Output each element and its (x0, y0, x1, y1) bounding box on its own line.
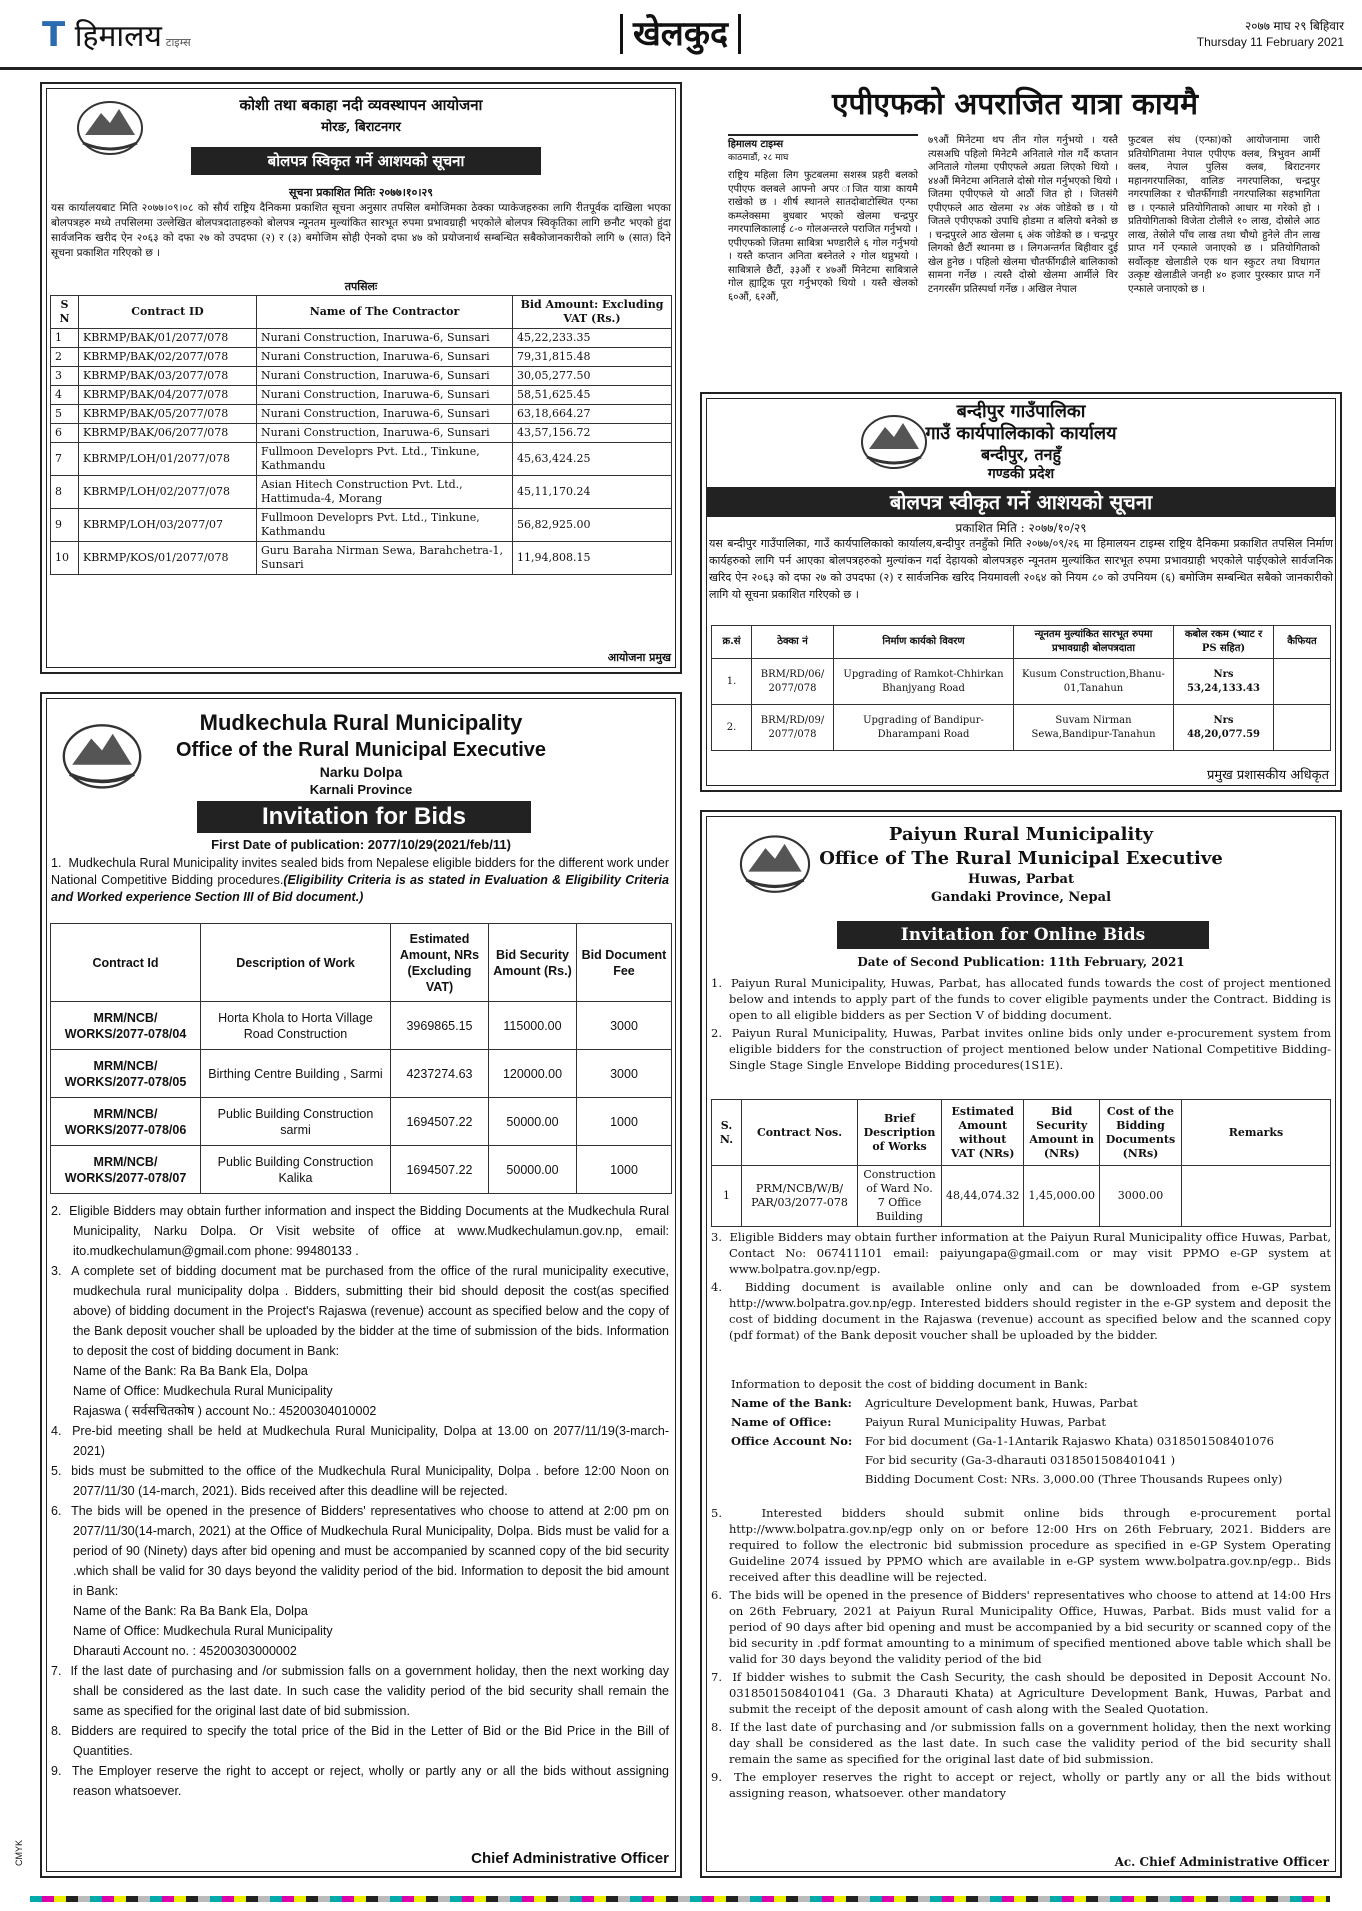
list-item (711, 1719, 1331, 1767)
item-text: Paiyun Rural Municipality, Huwas, Parbat, has allocated funds towards the cost of project mentioned below and intends to apply part of the funds to cover eligible payments under the Contract. Bidding is open to all eligible bidders as per Section V of bidding document. (729, 976, 1331, 1022)
table-cell: KBRMP/LOH/01/2077/078 (79, 443, 257, 476)
table-cell: 3000.00 (1099, 1166, 1181, 1227)
paiyun-table (711, 1099, 1331, 1227)
table-cell: KBRMP/BAK/06/2077/078 (79, 424, 257, 443)
table-row (51, 1146, 672, 1194)
table-cell (1181, 1166, 1330, 1227)
apf-dateline: काठमाडौं, २८ माघ (728, 152, 789, 163)
table-cell: 58,51,625.45 (513, 386, 672, 405)
paiyun-line-1: Paiyun Rural Municipality (888, 824, 1154, 845)
item-number: 7. (711, 1670, 733, 1684)
table-cell: 5 (51, 405, 79, 424)
item-text: The bids will be opened in the presence of Bidders' representatives who choose to attend at 2:00 pm on 2077/11/30(14-march, 2021) at the Office of Mudkechula Rural Municipality, Dolpa. Bids must be valid for a period of 90 (Ninety) days after bid opening and must be accompanied by scanned copy of the bid security .which shall be valid for 30 days beyond the validity period of the bid. Information to deposit the bid amount in Bank: (71, 1504, 669, 1598)
paiyun-th: Brief Description of Works (858, 1100, 942, 1166)
bank-line: Rajaswa ( सर्वसचितकोष ) account No.: 45200304010002 (73, 1404, 377, 1418)
table-row (51, 424, 672, 443)
table-cell: KBRMP/KOS/01/2077/078 (79, 542, 257, 575)
mudkechula-pubdate: First Date of publication: 2077/10/29(2021/feb/11) (211, 837, 511, 852)
mudkechula-th: Description of Work (201, 924, 391, 1002)
table-cell: Nurani Construction, Inaruwa-6, Sunsari (257, 367, 513, 386)
bandipur-th: निर्माण कार्यको विवरण (834, 626, 1014, 659)
table-cell: KBRMP/BAK/01/2077/078 (79, 329, 257, 348)
item-text: Paiyun Rural Municipality, Huwas, Parbat invites online bids only under e-procurement system from eligible bidders for the construction of project mentioned below under National Competitive Bidding-Single Stage Single Envelope Bidding procedures(1S1E). (729, 1026, 1331, 1072)
item-number: 9. (51, 1764, 72, 1778)
list-item (711, 1587, 1331, 1667)
table-cell: Guru Baraha Nirman Sewa, Barahchetra-1, Sunsari (257, 542, 513, 575)
table-row (51, 386, 672, 405)
table-cell: 1000 (577, 1146, 672, 1194)
item-number: 9. (711, 1770, 735, 1784)
table-cell: Public Building Construction sarmi (201, 1098, 391, 1146)
bandipur-table-wrap (711, 625, 1331, 751)
paiyun-office-value: Paiyun Rural Municipality Huwas, Parbat (865, 1415, 1106, 1429)
bandipur-th: ठेक्का नं (752, 626, 834, 659)
table-cell: KBRMP/LOH/02/2077/078 (79, 476, 257, 509)
item-number: 4. (711, 1280, 745, 1294)
paiyun-th: Estimated Amount without VAT (NRs) (942, 1100, 1024, 1166)
item-text: Eligible Bidders may obtain further information and inspect the Bidding Documents at the Mudkechula Rural Municipality, Narku Dolpa. Or Visit website of office at www.Mudkechulamun.gov.np, email: ito.mudkechulamun@gmail.com phone: 99480133 . (69, 1204, 669, 1258)
list-item (711, 1669, 1331, 1717)
koshi-th: Name of The Contractor (257, 296, 513, 329)
mudkechula-p1b: (Eligibility Criteria is as stated in Evaluation & Eligibility Criteria and Worked experience Section III of Bid document.) (51, 873, 669, 904)
table-cell: 63,18,664.27 (513, 405, 672, 424)
table-row (51, 367, 672, 386)
table-cell: Birthing Centre Building , Sarmi (201, 1050, 391, 1098)
bandipur-line-2: गाउँ कार्यपालिकाको कार्यालय (925, 423, 1117, 444)
table-cell: 11,94,808.15 (513, 542, 672, 575)
item-number: 2. (711, 1026, 732, 1040)
bank-line: Name of Office: Mudkechula Rural Municipality (73, 1624, 333, 1638)
table-row (51, 542, 672, 575)
table-cell: KBRMP/BAK/02/2077/078 (79, 348, 257, 367)
bank-line: Name of the Bank: Ra Ba Bank Ela, Dolpa (73, 1604, 308, 1618)
paiyun-th: S. N. (712, 1100, 742, 1166)
table-cell: Nurani Construction, Inaruwa-6, Sunsari (257, 386, 513, 405)
table-cell: MRM/NCB/ WORKS/2077-078/07 (51, 1146, 201, 1194)
item-number: 3. (51, 1264, 72, 1278)
bandipur-table (711, 625, 1331, 751)
paiyun-th: Cost of the Bidding Documents (NRs) (1099, 1100, 1181, 1166)
list-item (51, 1721, 669, 1761)
mudkechula-th: Bid Document Fee (577, 924, 672, 1002)
item-text: Pre-bid meeting shall be held at Mudkechula Rural Municipality, Dolpa at 13.00 on 2077/11/19(3-march-2021) (72, 1424, 669, 1458)
item-number: 4. (51, 1424, 73, 1438)
koshi-th: Bid Amount: Excluding VAT (Rs.) (513, 296, 672, 329)
table-cell: Construction of Ward No. 7 Office Building (858, 1166, 942, 1227)
table-cell: 30,05,277.50 (513, 367, 672, 386)
item-text: The bids will be opened in the presence of Bidders' representatives who choose to attend at 14:00 Hrs on 26th February, 2021 at Paiyun Rural Municipality Office, Huwas, Parbat. Bids must valid for a period of 90 days after bid opening and must be accompanied by a bid security or scanned copy of the bid security in .pdf format amounting to a minimum of specified mentioned above table which shall be valid for 30 days beyond the validity period of the bid (729, 1588, 1331, 1666)
paiyun-items-b (711, 1229, 1331, 1345)
paiyun-pubdate: Date of Second Publication: 11th February, 2021 (857, 955, 1185, 969)
mudkechula-th: Contract Id (51, 924, 201, 1002)
table-cell: 1694507.22 (391, 1098, 489, 1146)
bank-line: Name of the Bank: Ra Ba Bank Ela, Dolpa (73, 1364, 308, 1378)
bandipur-th: कैफियत (1274, 626, 1331, 659)
cmyk-label: CMYK (14, 1840, 24, 1867)
list-item (51, 1501, 669, 1601)
paiyun-office-key: Name of Office: (731, 1415, 832, 1429)
bandipur-line-4: गण्डकी प्रदेश (987, 466, 1055, 482)
table-cell: 4237274.63 (391, 1050, 489, 1098)
table-cell: Public Building Construction Kalika (201, 1146, 391, 1194)
paiyun-bank (731, 1375, 1331, 1489)
paiyun-line-4: Gandaki Province, Nepal (930, 890, 1112, 905)
list-item (51, 1421, 669, 1461)
paiyun-line-3: Huwas, Parbat (968, 872, 1074, 887)
table-cell: Nurani Construction, Inaruwa-6, Sunsari (257, 348, 513, 367)
koshi-pubdate: सूचना प्रकाशित मितिः २०७७।१०।२९ (289, 186, 433, 199)
item-number: 6. (711, 1588, 730, 1602)
newspaper-logo (42, 14, 191, 55)
list-item (51, 1261, 669, 1361)
bandipur-sign: प्रमुख प्रशासकीय अधिकृत (1206, 768, 1329, 783)
item-number: 8. (51, 1724, 72, 1738)
table-cell: 2. (712, 705, 752, 751)
paiyun-sign: Ac. Chief Administrative Officer (1114, 1855, 1329, 1869)
table-cell: BRM/RD/06/ 2077/078 (752, 659, 834, 705)
table-row (51, 476, 672, 509)
mudkechula-notice (40, 692, 682, 1878)
table-row (51, 443, 672, 476)
paiyun-acct-value-1: For bid document (Ga-1-1Antarik Rajaswo Khata) 0318501508401076 (865, 1434, 1274, 1448)
table-cell: 1 (51, 329, 79, 348)
table-cell: 3 (51, 367, 79, 386)
list-item (711, 1769, 1331, 1801)
list-item (711, 1279, 1331, 1343)
section-title: खेलकुद (620, 14, 741, 54)
paiyun-th: Contract Nos. (742, 1100, 858, 1166)
bank-line: Name of Office: Mudkechula Rural Municipality (73, 1384, 333, 1398)
table-cell: Kusum Construction,Bhanu-01,Tanahun (1014, 659, 1174, 705)
table-cell (1274, 705, 1331, 751)
koshi-th: S N (51, 296, 79, 329)
bandipur-th: कबोल रकम (भ्याट र PS सहित) (1174, 626, 1274, 659)
paiyun-acct-value-3: Bidding Document Cost: NRs. 3,000.00 (Three Thousands Rupees only) (865, 1472, 1283, 1486)
item-text: Bidders are required to specify the total price of the Bid in the Letter of Bid or the Bid Price in the Bill of Quantities. (71, 1724, 669, 1758)
date-nepali: २०७७ माघ २९ बिहिवार (1245, 19, 1344, 33)
item-text: A complete set of bidding document mat be purchased from the office of the rural municipality executive, mudkechula rural municipality dolpa . Bidders, submitting their bid should deposit the cost(as specified above) of bidding document in the Project's Rajaswa (revenue) account as specified below and the copy of the Bank deposit voucher shall be uploaded by the bidder at the time of submission of the bids. Information to deposit the cost of bidding document in Bank: (71, 1264, 669, 1358)
table-row (51, 405, 672, 424)
mudkechula-line-2: Office of the Rural Municipal Executive (175, 739, 547, 761)
table-cell: 1694507.22 (391, 1146, 489, 1194)
mudkechula-line-1: Mudkechula Rural Municipality (199, 710, 523, 735)
paiyun-table-wrap (711, 1099, 1331, 1227)
item-number: 5. (51, 1464, 72, 1478)
list-item (51, 1761, 669, 1801)
paiyun-bank-intro: Information to deposit the cost of bidding document in Bank: (731, 1377, 1088, 1391)
koshi-body: यस कार्यालयबाट मिति २०७७।०९।०८ को सौर्य राष्ट्रिय दैनिकमा प्रकाशित सूचना अनुसार तपसिल बमोजिमका ठेक्का प्याकेजहरुका लागि रीतपूर्वक दाखिला भएका बोलपत्रहरु मध्ये तपसिलमा उल्लेखित बोलपत्रदाताहरुको बोलपत्र न्यूनतम मुल्यांकित सारभूत रुपमा प्रभावग्राही भएकोले बोलपत्र स्विकृतिका लागि छनौट भएको हुंदा सार्वजनिक खरीद ऐन २०६३ को दफा २७ को उपदफा (२) र (३) बमोजिम सोही ऐनको दफा ४७ को प्रयोजनार्थ सम्बन्धित सबैकोजानकारीको लागि ७ (सात) दिने सूचना प्रकाशित गरिएको छ । (51, 202, 671, 259)
bank-line: Dharauti Account no. : 45200303000002 (73, 1644, 297, 1658)
table-cell: Upgrading of Bandipur-Dharampani Road (834, 705, 1014, 751)
item-number: 2. (51, 1204, 70, 1218)
apf-article (700, 82, 1330, 374)
list-item (51, 1661, 669, 1721)
table-cell: 50000.00 (489, 1146, 577, 1194)
table-cell: 56,82,925.00 (513, 509, 672, 542)
mudkechula-th: Bid Security Amount (Rs.) (489, 924, 577, 1002)
item-text: If the last date of purchasing and /or submission falls on a government holiday, then the next working day shall be considered as the last date. In such case the validity period of the bid security shall remain the same as specified for the original last date of bid submission. (729, 1720, 1331, 1766)
list-item (711, 1505, 1331, 1585)
table-cell: Fullmoon Developrs Pvt. Ltd., Tinkune, Kathmandu (257, 443, 513, 476)
apf-col-3: फुटबल संघ (एन्फा)को आयोजनामा जारी प्रतियोगितामा नेपाल एपीएफ क्लब, त्रिभुवन आर्मी क्लब, नेपाल पुलिस क्लब, बिराटनगर महानगरपालिका, वालिङ नगरपालिका, चन्द्रपुर नगरपालिका र चौतर्फीगाडी नगरपालिका सहभागिता छ । एन्फाले प्रतियोगिताको आधार मा गरेको हो । प्रतियोगिताको विजेता टोलीले १० लाख, दोस्रोले आठ लाख, तेस्रोले पाँच लाख तथा चौथो हुनेले तीन लाख प्राप्त गर्ने एन्फाले जनाएको छ । प्रतियोगिताको सर्वोत्कृष्ट खेलाडीले एक थान स्कुटर तथा विधागत उत्कृष्ट खेलाडीले जनही ४० हजार पुरस्कार प्राप्त गर्ने एन्फाले जनाएको छ । (1128, 135, 1320, 295)
mudkechula-th: Estimated Amount, NRs (Excluding VAT) (391, 924, 489, 1002)
item-text: The Employer reserve the right to accept or reject, wholly or partly any or all the bids without assigning reason whatsoever. (71, 1764, 670, 1798)
list-item (51, 1461, 669, 1501)
table-cell: 3000 (577, 1002, 672, 1050)
mudkechula-table-wrap (50, 923, 672, 1194)
koshi-title: कोशी तथा बकाहा नदी व्यवस्थापन आयोजना (239, 96, 483, 114)
item-text: Bidding document is available online only and can be downloaded from e-GP system http://www.bolpatra.gov.np/egp. Interested bidders should register in the e-GP system and deposit the cost of bidding document in the Rajaswa (revenue) account as specified below and the scanned copy (pdf format) of the Bank deposit voucher shall be uploaded by the bidder. (729, 1280, 1331, 1342)
table-row (51, 1050, 672, 1098)
koshi-table-wrap (50, 295, 672, 575)
table-row (712, 705, 1331, 751)
table-cell: Nrs 48,20,077.59 (1174, 705, 1274, 751)
table-cell: BRM/RD/09/ 2077/078 (752, 705, 834, 751)
table-cell: Nurani Construction, Inaruwa-6, Sunsari (257, 329, 513, 348)
mudkechula-line-3: Narku Dolpa (319, 764, 403, 780)
table-cell: 1,45,000.00 (1024, 1166, 1099, 1227)
table-cell: 3000 (577, 1050, 672, 1098)
table-cell: 4 (51, 386, 79, 405)
apf-text-1: राष्ट्रिय महिला लिग फुटबलमा सशस्त्र प्रहरी बलको एपीएफ क्लबले आफ्नो अपर ाजित यात्रा कायमै राखेको छ । शीर्ष स्थानले सातदोबाटोस्थित एन्फा कम्प्लेक्समा बुधबार भएको खेलमा चन्द्रपुर नगरपालिकालाई ८-० गोलअन्तरले पराजित गर्नुभयो । एपीएफको जितमा साबित्रा भण्डारीले ६ गोल गर्नुभयो । यस्तै कप्तान अनिता बस्नेतले २ गोल थप्नुभयो । साबित्राले छैटौं, ३३औं र ४७औं मिनेटमा साबित्राले गोल ह्याट्रिक पूरा गर्नुभएको थियो । यस्तै खेलको ६०औं, ६२औं, (728, 170, 918, 303)
item-number: 8. (711, 1720, 731, 1734)
date-english: Thursday 11 February 2021 (1196, 35, 1344, 49)
item-text: If bidder wishes to submit the Cash Security, the cash should be deposited in Deposit Account No. 0318501508401041 (Ga. 3 Dharauti Khata) at Agriculture Development Bank, Huwas, Parbat and submit the receipt of the deposit amount of cash along with the Sealed Quotation. (729, 1670, 1331, 1716)
table-cell: 1. (712, 659, 752, 705)
item-number: 6. (51, 1504, 72, 1518)
table-cell: KBRMP/BAK/04/2077/078 (79, 386, 257, 405)
table-cell: 3969865.15 (391, 1002, 489, 1050)
item-number: 7. (51, 1664, 71, 1678)
table-row (51, 1098, 672, 1146)
paiyun-notice (700, 810, 1342, 1878)
mudkechula-table (50, 923, 672, 1194)
bandipur-th: क्र.सं (712, 626, 752, 659)
paiyun-acct-value-2: For bid security (Ga-3-dharauti 0318501508401041 ) (865, 1453, 1176, 1467)
paiyun-banner: Invitation for Online Bids (837, 921, 1209, 949)
table-cell: Horta Khola to Horta Village Road Construction (201, 1002, 391, 1050)
item-number: 1. (51, 856, 69, 870)
table-row (712, 659, 1331, 705)
mudkechula-items (51, 1201, 669, 1801)
bandipur-body: यस बन्दीपुर गाउँपालिका, गाउँ कार्यपालिकाको कार्यालय,बन्दीपुर तनहुँको मिति २०७७/०९/२६ मा हिमालयन टाइम्स राष्ट्रिय दैनिकमा प्रकाशित तपसिल निर्माण कार्यहरुको लागि पर्न आएका बोलपत्रहरुको मुल्यांकन गर्दा देहायको बोलपत्रहरु न्यूनतम मुल्यांकित सारभूत रुपमा प्रभावग्राही भएकोले पाईएकोले सार्वजनिक खरिद ऐन २०६३ को दफा २७ को उपदफा (२) र सार्वजनिक खरिद नियमावली २०६४ को नियम ८० को उपनियम (६) बमोजिम सम्बन्धित सबैको जानकारीको लागि यो सूचना प्रकाशित गरिएको छ । (709, 537, 1333, 601)
paiyun-items-c (711, 1505, 1331, 1803)
table-cell: MRM/NCB/ WORKS/2077-078/06 (51, 1098, 201, 1146)
table-cell: 79,31,815.48 (513, 348, 672, 367)
bandipur-notice (700, 392, 1342, 792)
paiyun-line-2: Office of The Rural Municipal Executive (819, 848, 1223, 869)
mudkechula-sign: Chief Administrative Officer (471, 1850, 669, 1867)
table-cell: 43,57,156.72 (513, 424, 672, 443)
koshi-sign: आयोजना प्रमुख (607, 651, 671, 664)
table-row (51, 329, 672, 348)
koshi-th: Contract ID (79, 296, 257, 329)
mudkechula-line-4: Karnali Province (309, 782, 413, 797)
table-cell: 2 (51, 348, 79, 367)
koshi-table (50, 295, 672, 575)
bandipur-pubdate: प्रकाशित मिति : २०७७/१०/२९ (955, 521, 1087, 535)
koshi-notice (40, 82, 682, 674)
table-cell: 115000.00 (489, 1002, 577, 1050)
list-item (51, 1201, 669, 1261)
item-text: bids must be submitted to the office of the Mudkechula Rural Municipality, Dolpa . before 12:00 Noon on 2077/11/30 (14-march, 2021). Bids received after this deadline will be rejected. (71, 1464, 669, 1498)
mudkechula-item-1 (51, 855, 669, 906)
item-number: 1. (711, 976, 731, 990)
table-cell: 9 (51, 509, 79, 542)
item-text: Interested bidders should submit online bids through e-procurement portal http://www.bolpatra.gov.np/egp only on or before 12:00 Hrs on 26th February, 2021. Bidders are required to follow the electronic bid submission procedure as specified in e-GP System Operating Guideline 2074 issued by PPMO which are available in e-GP system www.bolpatra.gov.np/egp.. Bids received after this deadline will be rejected. (729, 1506, 1331, 1584)
item-number: 3. (711, 1230, 730, 1244)
table-cell: Nurani Construction, Inaruwa-6, Sunsari (257, 405, 513, 424)
table-cell: Suvam Nirman Sewa,Bandipur-Tanahun (1014, 705, 1174, 751)
koshi-banner: बोलपत्र स्विकृत गर्ने आशयको सूचना (191, 147, 541, 175)
item-text: Eligible Bidders may obtain further information at the Paiyun Rural Municipality office Huwas, Parbat, Contact No: 067411101 email: paiyungapa@gmail.com or may visit PPMO e-GP system at www.bolpatra.gov.np/egp. (729, 1230, 1331, 1276)
table-cell: 6 (51, 424, 79, 443)
table-cell: 1 (712, 1166, 742, 1227)
item-text: The employer reserves the right to accept or reject, wholly or partly any or all the bids without assigning reason, whatsoever. other mandatory (729, 1770, 1331, 1800)
table-cell: Asian Hitech Construction Pvt. Ltd., Hattimuda-4, Morang (257, 476, 513, 509)
apf-col-1 (728, 134, 918, 304)
table-cell: KBRMP/BAK/05/2077/078 (79, 405, 257, 424)
logo-small: टाइम्स (165, 36, 191, 49)
paiyun-bank-name-value: Agriculture Development bank, Huwas, Parbat (865, 1396, 1138, 1410)
table-cell: Nrs 53,24,133.43 (1174, 659, 1274, 705)
table-cell: 10 (51, 542, 79, 575)
table-row (51, 1002, 672, 1050)
logo-t-icon: T (42, 15, 66, 55)
table-cell: 50000.00 (489, 1098, 577, 1146)
apf-headline: एपीएफको अपराजित यात्रा कायमै (831, 87, 1199, 122)
mudkechula-banner: Invitation for Bids (197, 801, 531, 833)
table-cell: PRM/NCB/W/B/ PAR/03/2077-078 (742, 1166, 858, 1227)
bandipur-banner: बोलपत्र स्वीकृत गर्ने आशयको सूचना (707, 487, 1335, 517)
bandipur-th: न्यूनतम मुल्यांकित सारभूत रुपमा प्रभावग्राही बोलपत्रदाता (1014, 626, 1174, 659)
table-cell (1274, 659, 1331, 705)
list-item (711, 1025, 1331, 1073)
paiyun-th: Remarks (1181, 1100, 1330, 1166)
table-row (51, 509, 672, 542)
koshi-tapsil: तपसिलः (344, 280, 378, 293)
table-row (51, 348, 672, 367)
paiyun-bank-name-key: Name of the Bank: (731, 1396, 852, 1410)
table-cell: KBRMP/BAK/03/2077/078 (79, 367, 257, 386)
paiyun-items-a (711, 975, 1331, 1075)
koshi-place: मोरङ, बिराटनगर (321, 120, 401, 135)
table-cell: KBRMP/LOH/03/2077/07 (79, 509, 257, 542)
table-row (712, 1166, 1331, 1227)
table-cell: 45,22,233.35 (513, 329, 672, 348)
paiyun-th: Bid Security Amount in (NRs) (1024, 1100, 1099, 1166)
mudkechula-p1a: Mudkechula Rural Municipality invites sealed bids from Nepalese eligible bidders for the different work under National Competitive Bidding procedures. (51, 856, 669, 887)
paiyun-acct-key: Office Account No: (731, 1434, 853, 1448)
masthead (0, 0, 1362, 70)
apf-byline: हिमालय टाइम्स (728, 134, 918, 152)
list-item (711, 1229, 1331, 1277)
table-cell: 48,44,074.32 (942, 1166, 1024, 1227)
table-cell: 45,63,424.25 (513, 443, 672, 476)
table-cell: MRM/NCB/ WORKS/2077-078/05 (51, 1050, 201, 1098)
table-cell: Upgrading of Ramkot-Chhirkan Bhanjyang Road (834, 659, 1014, 705)
bandipur-line-1: बन्दीपुर गाउँपालिका (956, 401, 1086, 422)
table-cell: Fullmoon Developrs Pvt. Ltd., Tinkune, Kathmandu (257, 509, 513, 542)
table-cell: 120000.00 (489, 1050, 577, 1098)
table-cell: 7 (51, 443, 79, 476)
table-cell: 45,11,170.24 (513, 476, 672, 509)
issue-date (1197, 18, 1344, 50)
table-cell: MRM/NCB/ WORKS/2077-078/04 (51, 1002, 201, 1050)
item-number: 5. (711, 1506, 762, 1520)
apf-col-2: ७९औं मिनेटमा थप तीन गोल गर्नुभयो । यस्तै त्यसअघि पहिलो मिनेटमै अनिताले गोल गर्दै कप्तान अनिताले गोलमा एपीएफले अग्रता लिएको थियो । ४४औं मिनेटमा अनिताले दोस्रो गोल गर्नुभएको थियो । जितमा एपीएफले यो आठौं जित हो । जितसंगै एपीएफले आठ खेलमा २४ अंक जोडेको छ । यो जितले एपीएफको उपाधि होडमा त बलियो बनेको छ । चन्द्रपुरले आठ खेलमा ६ अंक जोडेको छ । चन्द्रपुर लिगको छैटौं स्थानमा छ । लिगअन्तर्गत बिहीवार दुई खेल हुनेछ । पहिलो खेलमा चौतर्फीगढीले बालिकाको सामना गर्नेछ । त्यस्तै दोस्रो खेलमा आर्मीले विर टनगरसँग प्रतिस्पर्धा गर्नेछ । अखिल नेपाल (928, 135, 1118, 295)
item-text: If the last date of purchasing and /or submission falls on a government holiday, then the next working day shall be considered as the last date. In such case the validity period of the bid security shall remain the same as specified for the original last date of bid submission. (70, 1664, 669, 1718)
list-item (711, 975, 1331, 1023)
table-cell: 8 (51, 476, 79, 509)
print-color-bar (30, 1896, 1330, 1902)
table-cell: 1000 (577, 1098, 672, 1146)
logo-text: हिमालय (74, 19, 162, 54)
bandipur-line-3: बन्दीपुर, तनहुँ (981, 445, 1061, 464)
table-cell: Nurani Construction, Inaruwa-6, Sunsari (257, 424, 513, 443)
